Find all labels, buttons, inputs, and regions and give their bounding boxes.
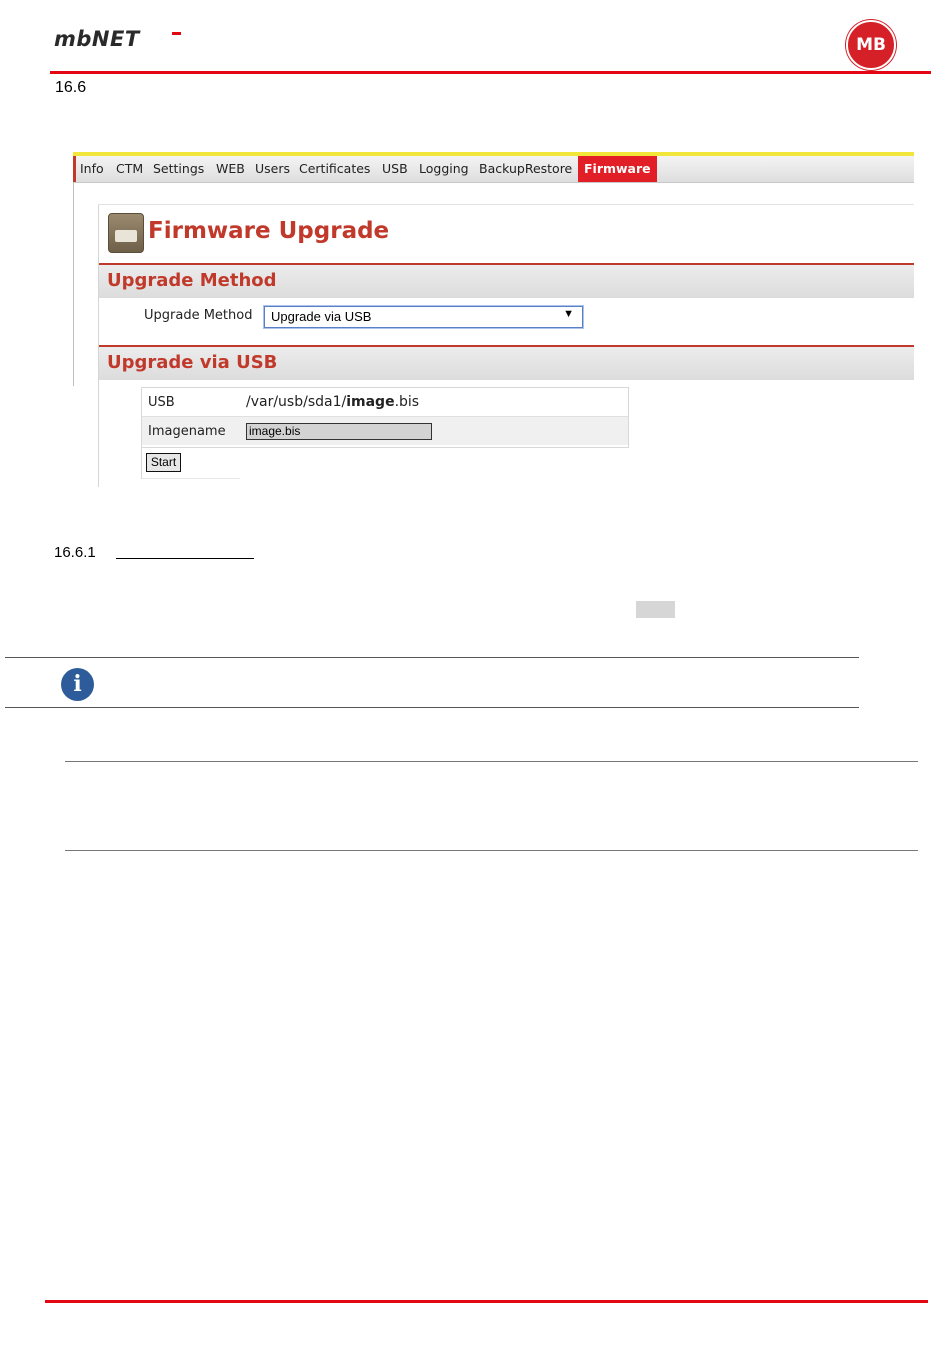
tab-web[interactable]: WEB: [216, 161, 245, 176]
tab-info[interactable]: Info: [80, 161, 104, 176]
note-top-rule: [5, 657, 859, 658]
mbnet-logo: mbNET: [54, 27, 140, 51]
subsection-title-underline: [116, 558, 254, 559]
tab-ctm[interactable]: CTM: [116, 161, 144, 176]
subsection-number: 16.6.1: [54, 544, 96, 561]
upgrade-method-label: Upgrade Method: [144, 308, 253, 323]
mb-badge-logo: [846, 20, 896, 70]
firmware-icon-slot: [115, 230, 137, 242]
dropdown-arrow-icon: ▼: [563, 308, 574, 320]
logo-accent-mark: [172, 32, 181, 35]
usb-path-file: image: [346, 394, 395, 410]
firmware-icon: [108, 213, 144, 253]
nav-tab-bar: [73, 156, 914, 183]
tab-logging[interactable]: Logging: [419, 161, 469, 176]
tab-settings[interactable]: Settings: [153, 161, 205, 176]
tab-certificates[interactable]: Certificates: [299, 161, 371, 176]
note-bottom-rule: [5, 707, 859, 708]
mb-badge-text: MB: [856, 35, 886, 55]
section-title: Upgrade via USB: [107, 352, 278, 373]
info-icon: i: [61, 668, 94, 701]
content-top-rule: [98, 204, 914, 205]
start-button[interactable]: Start: [146, 453, 181, 472]
section-header-upgrade-via-usb: [99, 345, 914, 380]
upgrade-method-value: Upgrade via USB: [271, 309, 372, 324]
tab-backuprestore[interactable]: BackupRestore: [479, 161, 573, 176]
box-top-rule: [65, 761, 918, 762]
tab-users[interactable]: Users: [255, 161, 291, 176]
tab-usb[interactable]: USB: [382, 161, 408, 176]
usb-path: [246, 394, 419, 410]
page-title: Firmware Upgrade: [148, 218, 390, 244]
frame-left-rule: [73, 182, 74, 386]
imagename-label: Imagename: [148, 424, 226, 439]
table-row: [142, 388, 628, 417]
section-number: 16.6: [55, 79, 87, 96]
header-rule: [50, 71, 931, 74]
footer-rule: [45, 1300, 928, 1303]
tab-bar-edge: [73, 156, 76, 182]
upgrade-method-select[interactable]: [264, 306, 583, 328]
tab-firmware[interactable]: Firmware: [578, 156, 657, 182]
imagename-input[interactable]: image.bis: [246, 423, 432, 440]
section-title: Upgrade Method: [107, 270, 277, 291]
usb-path-prefix: /var/usb/sda1/: [246, 394, 347, 410]
table-row: [142, 417, 628, 445]
usb-path-ext: .bis: [394, 394, 420, 410]
usb-label: USB: [148, 395, 175, 410]
section-header-upgrade-method: [99, 263, 914, 298]
highlight-chip: [636, 601, 675, 618]
box-bottom-rule: [65, 850, 918, 851]
